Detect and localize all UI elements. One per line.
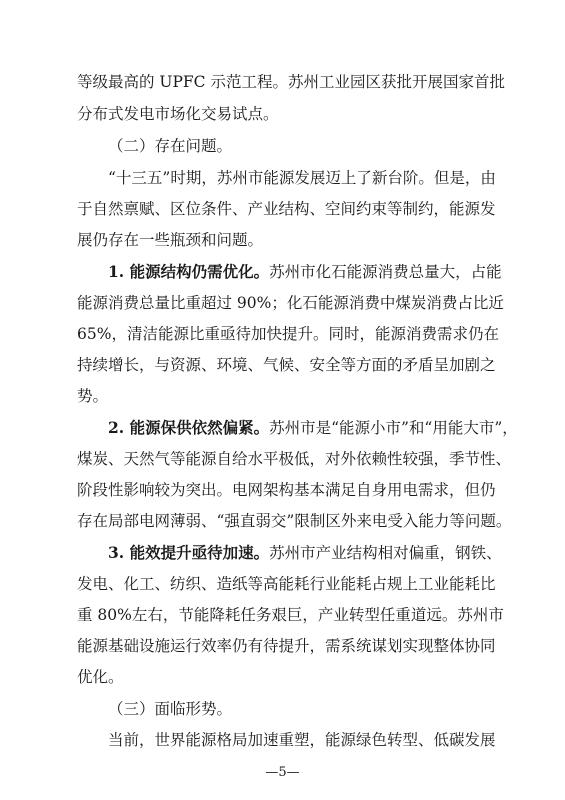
item-1-first-line xyxy=(108,262,502,282)
text-line: 65%，清洁能源比重亟待加快提升。同时，能源消费需求仍在 xyxy=(77,325,499,343)
text-line: 能源消费总量比重超过 90%；化石能源消费中煤炭消费占比近 xyxy=(77,294,504,312)
text-line: 阶段性影响较为突出。电网架构基本满足自身用电需求，但仍 xyxy=(77,481,496,499)
item-3-text: 苏州市产业结构相对偏重，钢铁、 xyxy=(269,544,502,562)
text-line: 于自然禀赋、区位条件、产业结构、空间约束等制约，能源发 xyxy=(77,200,496,218)
item-3-first-line xyxy=(108,543,502,563)
text-line: 存在局部电网薄弱、“强直弱交”限制区外来电受入能力等问题。 xyxy=(77,512,512,530)
item-2-text: 苏州市是“能源小市”和“用能大市”， xyxy=(269,419,518,437)
page-number: —5— xyxy=(265,765,300,780)
section-heading: （二）存在问题。 xyxy=(108,137,233,155)
item-1-heading: 1. 能源结构仍需优化。 xyxy=(108,262,270,281)
item-1-text: 苏州市化石能源消费总量大，占能 xyxy=(269,263,502,281)
text-line: 等级最高的 UPFC 示范工程。苏州工业园区获批开展国家首批 xyxy=(77,73,505,91)
text-line: 当前，世界能源格局加速重塑，能源绿色转型、低碳发展 xyxy=(108,731,496,749)
text-line: 分布式发电市场化交易试点。 xyxy=(77,105,279,123)
text-line: 煤炭、天然气等能源自给水平极低，对外依赖性较强，季节性、 xyxy=(77,450,512,468)
item-2-first-line xyxy=(108,418,518,438)
item-2-heading: 2. 能源保供依然偏紧。 xyxy=(108,418,270,437)
text-line: 持续增长，与资源、环境、气候、安全等方面的矛盾呈加剧之 xyxy=(77,356,496,374)
text-line: 势。 xyxy=(77,387,109,405)
text-line: 展仍存在一些瓶颈和问题。 xyxy=(77,231,264,249)
item-3-heading: 3. 能效提升亟待加速。 xyxy=(108,543,270,562)
section-heading: （三）面临形势。 xyxy=(108,700,233,718)
text-line: 重 80%左右，节能降耗任务艰巨，产业转型任重道远。苏州市 xyxy=(77,606,504,624)
text-line: “十三五”时期，苏州市能源发展迈上了新台阶。但是，由 xyxy=(108,169,496,187)
text-line: 能源基础设施运行效率仍有待提升，需系统谋划实现整体协同 xyxy=(77,637,496,655)
text-line: 发电、化工、纺织、造纸等高能耗行业能耗占规上工业能耗比 xyxy=(77,575,496,593)
text-line: 优化。 xyxy=(77,668,124,686)
